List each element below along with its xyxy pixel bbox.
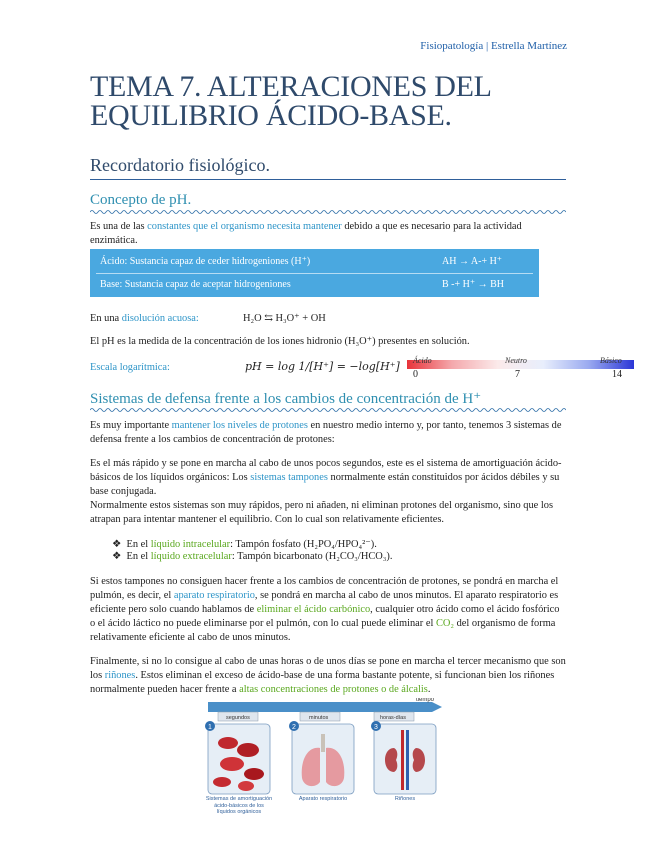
defense-paragraph-2 [90,457,566,527]
p4-text: Finalmente, si no lo consigue al cabo de unas horas o de unos días se pone en marcha el tercer mecanismo que son los [90,656,566,681]
defense-heading-underline [90,407,566,413]
p3-text-end: del organismo de forma relativamente eficiente al cabo de unos minutos. [90,618,556,643]
page-title [90,72,590,130]
ph-formula: pH = log 1/[H⁺] = −log[H⁺] [245,360,400,373]
scale-neutral-label: Neutro [505,356,527,365]
p4-text-2: . Estos eliminan el exceso de ácido-base de una forma bastante potente, si funcionan bien los riñones normalmente pueden hacer frente a [90,670,555,695]
acid-definition: Ácido: Sustancia capaz de ceder hidrogeniones (H⁺) [100,256,311,267]
p3-text: Si estos tampones no consiguen hacer frente a los cambios de concentración de protones, se pondrá en marcha el pulmón, es decir, el [90,576,559,601]
scale-acid-label: Ácido [413,356,432,365]
p2-text: Es el más rápido y se pone en marcha al cabo de unos pocos segundos, este es el sistema de amortiguación ácido-básicos de los líquidos orgánicos: Los [90,458,562,483]
time-label: tiempo [416,698,435,703]
caption-buffers: Sistemas de amortiguación ácido-básicos de los líquidos orgánicos [205,796,273,815]
time-arrow [208,702,442,712]
ph-definition: El pH es la medida de la concentración de los iones hidronio (H₃O⁺) presentes en solución. [90,336,470,347]
concept-paragraph [90,220,566,248]
defense-paragraph-1 [90,419,566,447]
p3-text-3: , cualquier otro ácido como el ácido fosfórico o el ácido láctico no puede eliminarse por el pulmón, con lo cual puede eliminar el [90,604,560,629]
p2-text-end: Normalmente estos sistemas son muy rápidos, pero ni añaden, ni eliminan protones del organismo, sino que los atrapan para intentar mantener el equilibrio. Con lo cual son relativamente eficientes. [90,500,553,525]
aqueous-text: En una [90,313,122,324]
p1-text-end: en nuestro medio interno y, por tanto, tenemos 3 sistemas de defensa frente a los cambios de concentración de protones: [90,420,562,445]
caption-kidneys: Riñones [394,796,416,802]
log-scale-label: Escala logarítmica: [90,362,170,373]
bullet1-highlight: líquido intracelular [150,539,231,550]
base-equation: B -+ H⁺ → BH [442,279,505,290]
scale-basic-label: Básico [600,356,622,365]
page-header: Fisiopatología | Estrella Martínez [420,40,567,52]
defense-paragraph-4 [90,655,566,697]
title-line-2: EQUILIBRIO ÁCIDO-BASE. [90,99,452,132]
concept-heading: Concepto de pH. [90,192,192,208]
panel-kidneys [374,724,436,794]
defense-paragraph-3 [90,575,566,645]
aqueous-label [90,312,230,326]
p3-highlight-1: aparato respiratorio [173,590,255,601]
p3-highlight-2: eliminar el ácido carbónico [256,604,371,615]
time-hours: horas-días [380,715,406,721]
section-heading: Recordatorio fisiológico. [90,155,270,175]
time-seconds: segundos [226,715,250,721]
water-equilibrium: H₂O ⇆ H₃O⁺ + OH [243,313,326,324]
p4-highlight-1: riñones [104,670,136,681]
bullet1-text-end: : Tampón fosfato (H₂PO₄/HPO₄²⁻). [230,539,377,550]
bullet2-highlight: líquido extracelular [150,551,232,562]
scale-0: 0 [413,369,418,380]
bullet-icon: ❖ [112,539,127,550]
p1-text: Es muy importante [90,420,172,431]
badge-2-num: 2 [292,724,296,731]
defense-heading: Sistemas de defensa frente a los cambios de concentración de H⁺ [90,391,482,407]
acid-base-table [90,249,539,297]
p2-text-mid: normalmente están constituidos por ácidos débiles y su base conjugada. [90,472,560,497]
scale-14: 14 [612,369,622,380]
p4-text-end: . [427,684,431,695]
acid-equation: AH → A-+ H⁺ [442,256,503,267]
defense-systems-figure [204,698,454,822]
p3-text-2: , se pondrá en marcha al cabo de unos minutos. El aparato respiratorio es eficiente pero solo cuando hablamos de [90,590,559,615]
concept-text: Es una de las [90,221,148,232]
section-underline [90,179,566,180]
concept-text-end: debido a que es necesario para la actividad enzimática. [90,221,522,246]
p2-highlight: sistemas tampones [250,472,328,483]
bullet-extracellular [112,550,392,562]
base-definition: Base: Sustancia capaz de aceptar hidrogeniones [100,279,291,290]
caption-respiratory: Aparato respiratorio [298,796,348,802]
bullet-intracellular [112,538,392,550]
time-minutes: minutos [309,715,329,721]
bullet-icon: ❖ [112,551,127,562]
aqueous-highlight: disolución acuosa: [121,313,199,324]
badge-3-num: 3 [374,724,378,731]
concept-heading-underline [90,209,566,215]
bullet1-text: En el [126,539,151,550]
title-line-1: TEMA 7. ALTERACIONES DEL [90,70,492,103]
p4-highlight-2: altas concentraciones de protones o de álcalis [239,684,428,695]
bullet2-text: En el [126,551,151,562]
buffer-list [112,538,392,562]
p1-highlight: mantener los niveles de protones [171,420,308,431]
badge-1-num: 1 [208,724,212,731]
concept-highlight: constantes que el organismo necesita mantener [147,221,342,232]
scale-7: 7 [515,369,520,380]
bullet2-text-end: : Tampón bicarbonato (H₂CO₃/HCO₃). [231,551,393,562]
p3-highlight-3: CO₂ [435,618,455,629]
